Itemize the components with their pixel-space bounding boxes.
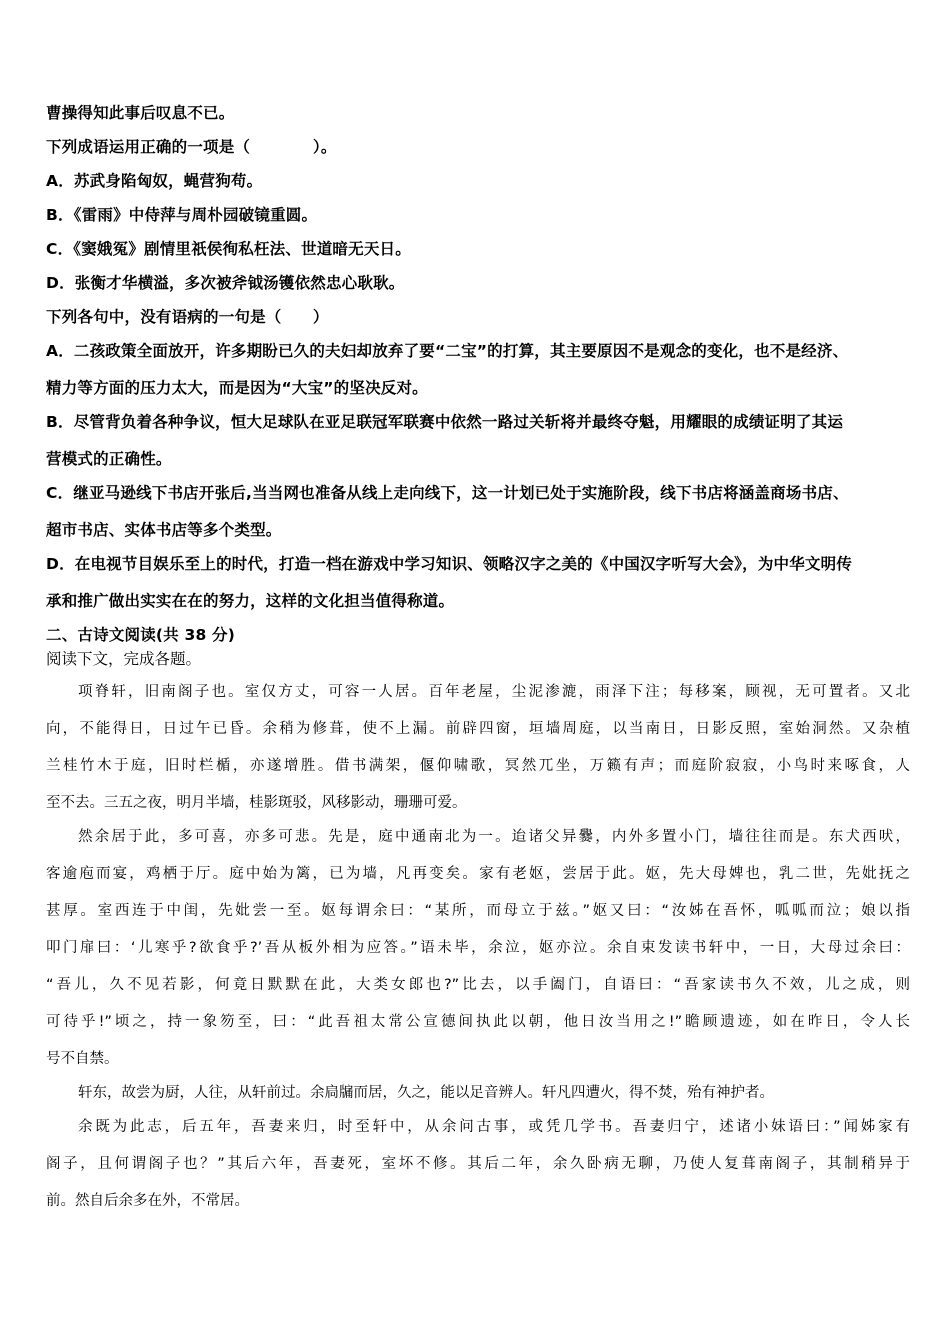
option-d: D．张衡才华横溢，多次被斧钺汤镬依然忠心耿耿。 (46, 274, 405, 292)
question-stem: 下列各句中，没有语病的一句是（ ） (46, 308, 329, 326)
option-a-cont: 精力等方面的压力太大，而是因为“大宝”的坚决反对。 (46, 379, 428, 397)
option-b: B．尽管背负着各种争议，恒大足球队在亚足联冠军联赛中依然一路过关斩将并最终夺魁，用耀眼的成绩证明了其运 (46, 413, 844, 431)
passage-line: 向，不能得日，日过午已昏。余稍为修葺，使不上漏。前辟四窗，垣墙周庭，以当南日，日影反照，室始洞然。又杂植 (46, 721, 910, 737)
option-b: B．《雷雨》中侍萍与周朴园破镜重圆。 (46, 206, 318, 224)
passage-line: 至不去。三五之夜，明月半墙，桂影斑驳，风移影动，珊珊可爱。 (46, 795, 467, 811)
passage-line: 兰桂竹木于庭，旧时栏楯，亦遂增胜。借书满架，偃仰啸歌，冥然兀坐，万籁有声；而庭阶寂寂，小鸟时来啄食，人 (46, 758, 910, 774)
option-b-cont: 营模式的正确性。 (46, 450, 172, 468)
passage-line: “吾儿，久不见若影，何竟日默默在此，大类女郎也?”比去，以手阖门，自语曰：“吾家读书久不效，儿之成，则 (46, 977, 910, 993)
passage-line: 阁子，且何谓阁子也？”其后六年，吾妻死，室坏不修。其后二年，余久卧病无聊，乃使人复葺南阁子，其制稍异于 (46, 1156, 910, 1172)
question-stem: 下列成语运用正确的一项是（ ）。 (46, 138, 337, 156)
instruction: 阅读下文，完成各题。 (46, 650, 202, 668)
text-line: 曹操得知此事后叹息不已。 (46, 104, 235, 122)
option-c: C．继亚马逊线下书店开张后,当当网也准备从线上走向线下，这一计划已处于实施阶段，线下书店将涵盖商场书店、 (46, 484, 849, 502)
option-c-cont: 超市书店、实体书店等多个类型。 (46, 521, 282, 539)
passage-line: 前。然自后余多在外，不常居。 (46, 1193, 249, 1209)
section-heading: 二、古诗文阅读(共 38 分) (46, 626, 236, 644)
option-d-cont: 承和推广做出实实在在的努力，这样的文化担当值得称道。 (46, 592, 455, 610)
passage-line: 余既为此志，后五年，吾妻来归，时至轩中，从余问古事，或凭几学书。吾妻归宁，述诸小妹语曰：”闻姊家有 (78, 1119, 910, 1135)
passage-line: 客逾庖而宴，鸡栖于厅。庭中始为篱，已为墙，凡再变矣。家有老妪，尝居于此。妪，先大母婢也，乳二世，先妣抚之 (46, 866, 910, 882)
passage-line: 号不自禁。 (46, 1051, 119, 1067)
option-a: A．二孩政策全面放开，许多期盼已久的夫妇却放弃了要“二宝”的打算，其主要原因不是观念的变化，也不是经济、 (46, 342, 849, 360)
passage-line: 项脊轩，旧南阁子也。室仅方丈，可容一人居。百年老屋，尘泥渗漉，雨泽下注；每移案，顾视，无可置者。又北 (78, 684, 910, 700)
option-a: A．苏武身陷匈奴，蝇营狗苟。 (46, 172, 263, 190)
passage-line: 叩门扉曰：‘儿寒乎?欲食乎?’吾从板外相为应答。”语未毕，余泣，妪亦泣。余自束发读书轩中，一日，大母过余曰： (46, 940, 910, 956)
option-d: D．在电视节目娱乐至上的时代，打造一档在游戏中学习知识、领略汉字之美的《中国汉字听写大会》，为中华文明传 (46, 555, 853, 573)
passage-line: 甚厚。室西连于中闺，先妣尝一至。妪每谓余曰：“某所，而母立于兹。”妪又曰：“汝姊在吾怀，呱呱而泣；娘以指 (46, 903, 910, 919)
passage-line: 轩东，故尝为厨，人往，从轩前过。余扃牖而居，久之，能以足音辨人。轩凡四遭火，得不焚，殆有神护者。 (78, 1085, 774, 1101)
passage-line: 可待乎!”顷之，持一象笏至，曰：“此吾祖太常公宣德间执此以朝，他日汝当用之!”瞻顾遗迹，如在昨日，令人长 (46, 1014, 910, 1030)
option-c: C．《窦娥冤》剧情里祇侯徇私枉法、世道暗无天日。 (46, 240, 411, 258)
passage-line: 然余居于此，多可喜，亦多可悲。先是，庭中通南北为一。迨诸父异爨，内外多置小门，墙往往而是。东犬西吠， (78, 829, 910, 845)
